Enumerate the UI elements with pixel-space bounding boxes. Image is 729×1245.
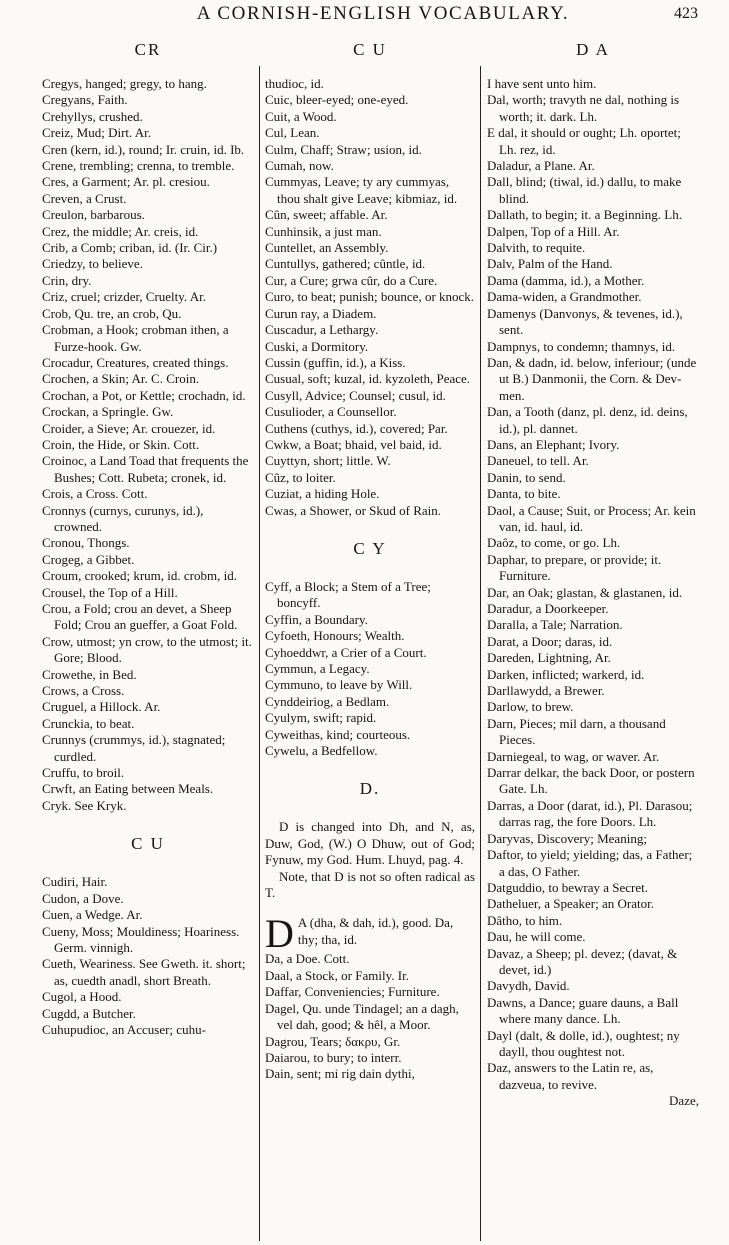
- vocabulary-entry: Cûn, sweet; affable. Ar.: [265, 207, 388, 223]
- vocabulary-entry: Crwft, an Eating between Meals.: [42, 781, 214, 797]
- vocabulary-entry: Crene, trembling; crenna, to tremble.: [42, 158, 235, 174]
- vocabulary-entry: Cuyttyn, short; little. W.: [265, 453, 391, 469]
- vocabulary-entry: Dama (damma, id.), a Mother.: [487, 272, 645, 288]
- vocabulary-entry: Dalv, Palm of the Hand.: [487, 256, 613, 272]
- vocabulary-entry: Damenys (Danvonys, & tevenes, id.), sent.: [487, 305, 683, 338]
- vocabulary-entry: Darn, Pieces; mil darn, a thousand Pieces.: [487, 715, 666, 748]
- vocabulary-entry: Cryk. See Kryk.: [42, 797, 127, 813]
- vocabulary-entry: Daol, a Cause; Suit, or Process; Ar. kein van, id. haul, id.: [487, 502, 696, 534]
- vocabulary-entry: Crib, a Comb; criban, id. (Ir. Cir.): [42, 240, 218, 256]
- vocabulary-entry: Daralla, a Tale; Narration.: [487, 617, 623, 633]
- vocabulary-entry: Darras, a Door (darat, id.), Pl. Darasou; darras rag, the fore Doors. Lh.: [487, 797, 693, 830]
- vocabulary-entry: Cusulioder, a Counsellor.: [265, 404, 397, 420]
- vocabulary-entry: Crin, dry.: [42, 272, 92, 288]
- vocabulary-entry: Cymmuno, to leave by Will.: [265, 677, 413, 693]
- column-rule-2: [480, 66, 481, 1241]
- vocabulary-entry: Darrar delkar, the back Door, or postern Gate. Lh.: [487, 765, 695, 797]
- vocabulary-entry: Dawns, a Dance; guare dauns, a Ball where many dance. Lh.: [487, 994, 679, 1027]
- column-2: [265, 40, 475, 1240]
- dropcap-entry: [265, 911, 475, 957]
- vocabulary-entry: Daôz, to come, or go. Lh.: [487, 535, 621, 551]
- vocabulary-entry: Cugdd, a Butcher.: [42, 1005, 136, 1021]
- vocabulary-entry: Creven, a Crust.: [42, 190, 127, 206]
- vocabulary-entry: Dan, a Tooth (danz, pl. denz, id. deins, id.), pl. dannet.: [487, 404, 688, 436]
- vocabulary-entry: Cudiri, Hair.: [42, 874, 108, 890]
- vocabulary-entry: Davaz, a Sheep; pl. devez; (davat, & devet, id.): [487, 945, 678, 977]
- vocabulary-entry: Dall, blind; (tiwal, id.) dallu, to make blind.: [487, 174, 682, 206]
- vocabulary-entry: Cwkw, a Boat; bhaid, vel baid, id.: [265, 436, 442, 452]
- column-1: [42, 40, 254, 1240]
- column-2-entries-3: [265, 951, 475, 1082]
- vocabulary-entry: Daphar, to prepare, or provide; it. Furniture.: [487, 551, 662, 584]
- vocabulary-entry: Cuic, bleer-eyed; one-eyed.: [265, 92, 409, 108]
- column-1-section-head: C U: [131, 834, 165, 854]
- vocabulary-entry: Cymmun, a Legacy.: [265, 661, 370, 676]
- vocabulary-entry: Dain, sent; mi rig dain dythi,: [265, 1066, 415, 1082]
- vocabulary-entry: Cuziat, a hiding Hole.: [265, 486, 380, 502]
- column-3: [487, 40, 699, 1240]
- letter-note-1: D is changed into Dh, and N, as, Duw, God, (W.) O Dhuw, out of God; Fynuw, my God. Hum. Lhuyd, pag. 4.: [265, 819, 475, 868]
- vocabulary-entry: Daftor, to yield; yielding; das, a Father; a das, O Father.: [487, 847, 693, 879]
- vocabulary-entry: Crows, a Cross.: [42, 683, 125, 699]
- column-3-head: D A: [576, 40, 610, 59]
- vocabulary-entry: Creulon, barbarous.: [42, 207, 145, 223]
- vocabulary-entry: Darlow, to brew.: [487, 699, 574, 715]
- vocabulary-entry: thudioc, id.: [265, 76, 324, 91]
- vocabulary-entry: Creiz, Mud; Dirt. Ar.: [42, 125, 152, 141]
- vocabulary-entry: Cyfoeth, Honours; Wealth.: [265, 628, 405, 644]
- column-2-head: C U: [353, 40, 387, 59]
- vocabulary-entry: Dau, he will come.: [487, 929, 586, 945]
- column-3-entries: [487, 76, 699, 1093]
- vocabulary-entry: Culm, Chaff; Straw; usion, id.: [265, 141, 422, 157]
- vocabulary-entry: Cuntellet, an Assembly.: [265, 240, 389, 256]
- column-2-letter-head: D.: [359, 779, 381, 799]
- vocabulary-entry: Crunnys (crummys, id.), stagnated; curdled.: [42, 732, 226, 764]
- column-2-entries-2: [265, 579, 475, 759]
- vocabulary-entry: Danta, to bite.: [487, 486, 561, 502]
- vocabulary-entry: Dans, an Elephant; Ivory.: [487, 436, 620, 452]
- section-gap: [265, 519, 475, 533]
- vocabulary-entry: Dama-widen, a Grandmother.: [487, 289, 642, 305]
- vocabulary-entry: Cuski, a Dormitory.: [265, 338, 369, 354]
- vocabulary-entry: Crockan, a Springle. Gw.: [42, 404, 174, 420]
- vocabulary-entry: I have sent unto him.: [487, 76, 597, 91]
- vocabulary-entry: Criz, cruel; crizder, Cruelty. Ar.: [42, 289, 206, 305]
- vocabulary-entry: Dar, an Oak; glastan, & glastanen, id.: [487, 584, 683, 600]
- vocabulary-entry: Dan, & dadn, id. below, inferiour; (unde ut B.) Danmonii, the Corn. & Dev-men.: [487, 354, 697, 403]
- vocabulary-entry: Cres, a Garment; Ar. pl. cresiou.: [42, 174, 210, 190]
- vocabulary-entry: Darniegeal, to wag, or waver. Ar.: [487, 748, 660, 764]
- vocabulary-entry: Cuscadur, a Lethargy.: [265, 322, 379, 338]
- vocabulary-entry: Crobman, a Hook; crobman ithen, a Furze-hook. Gw.: [42, 322, 229, 354]
- vocabulary-entry: Darat, a Door; daras, id.: [487, 633, 613, 649]
- vocabulary-entry: Crez, the middle; Ar. creis, id.: [42, 223, 199, 239]
- vocabulary-entry: Cûz, to loiter.: [265, 469, 336, 485]
- vocabulary-entry: Croider, a Sieve; Ar. crouezer, id.: [42, 420, 216, 436]
- vocabulary-entry: Daiarou, to bury; to interr.: [265, 1049, 402, 1065]
- vocabulary-entry: Daal, a Stock, or Family. Ir.: [265, 967, 409, 983]
- vocabulary-entry: Crois, a Cross. Cott.: [42, 486, 148, 502]
- vocabulary-entry: Daz, answers to the Latin re, as, dazveua, to revive.: [487, 1060, 654, 1092]
- section-gap: [265, 565, 475, 579]
- vocabulary-entry: Cusyll, Advice; Counsel; cusul, id.: [265, 387, 446, 403]
- vocabulary-entry: E dal, it should or ought; Lh. oportet; Lh. rez, id.: [487, 125, 681, 157]
- vocabulary-entry: Cronnys (curnys, curunys, id.), crowned.: [42, 502, 204, 534]
- vocabulary-entry: Cussin (guffin, id.), a Kiss.: [265, 354, 406, 370]
- vocabulary-entry: Cueth, Weariness. See Gweth. it. short; as, cuedth anadl, short Breath.: [42, 956, 246, 988]
- vocabulary-entry: Cruguel, a Hillock. Ar.: [42, 699, 161, 715]
- vocabulary-entry: Danin, to send.: [487, 469, 566, 485]
- section-gap: [265, 759, 475, 773]
- column-1-head: CR: [134, 40, 162, 59]
- vocabulary-entry: Dayl (dalt, & dolle, id.), oughtest; ny dayll, thou oughtest not.: [487, 1027, 680, 1059]
- vocabulary-entry: Davydh, David.: [487, 978, 570, 994]
- vocabulary-entry: Crow, utmost; yn crow, to the utmost; it. Gore; Blood.: [42, 633, 252, 666]
- vocabulary-entry: Cyweithas, kind; courteous.: [265, 726, 411, 742]
- vocabulary-entry: Da, a Doe. Cott.: [265, 951, 350, 967]
- vocabulary-entry: Curun ray, a Diadem.: [265, 305, 377, 321]
- vocabulary-entry: Daladur, a Plane. Ar.: [487, 158, 595, 174]
- vocabulary-entry: Cynddeiriog, a Bedlam.: [265, 693, 390, 709]
- vocabulary-entry: Cuit, a Wood.: [265, 108, 337, 124]
- vocabulary-entry: Cugol, a Hood.: [42, 989, 122, 1005]
- vocabulary-entry: Cyffin, a Boundary.: [265, 611, 368, 627]
- vocabulary-entry: Dalvith, to requite.: [487, 240, 586, 256]
- vocabulary-entry: Cuntullys, gathered; cûntle, id.: [265, 256, 426, 272]
- vocabulary-entry: Cummyas, Leave; ty ary cummyas, thou shalt give Leave; kibmiaz, id.: [265, 174, 458, 206]
- vocabulary-entry: Croum, crooked; krum, id. crobm, id.: [42, 568, 237, 584]
- vocabulary-entry: Crocadur, Creatures, created things.: [42, 354, 229, 370]
- column-1-entries: [42, 76, 254, 814]
- section-gap: [42, 860, 254, 874]
- vocabulary-entry: Daradur, a Doorkeeper.: [487, 601, 609, 616]
- vocabulary-entry: Cunhinsik, a just man.: [265, 223, 382, 239]
- column-rule-1: [259, 66, 260, 1241]
- dropcap-letter: D: [265, 911, 294, 957]
- page-title: A CORNISH-ENGLISH VOCABULARY.: [196, 3, 570, 24]
- vocabulary-entry: Cumah, now.: [265, 158, 334, 174]
- vocabulary-entry: Crob, Qu. tre, an crob, Qu.: [42, 305, 182, 321]
- vocabulary-entry: Cregys, hanged; gregy, to hang.: [42, 76, 207, 91]
- vocabulary-entry: Dallath, to begin; it. a Beginning. Lh.: [487, 207, 682, 223]
- vocabulary-entry: Cudon, a Dove.: [42, 890, 124, 906]
- section-gap: [42, 814, 254, 828]
- vocabulary-entry: Dal, worth; travyth ne dal, nothing is worth; it. dark. Lh.: [487, 92, 680, 124]
- vocabulary-entry: Cuthens (cuthys, id.), covered; Par.: [265, 420, 448, 436]
- vocabulary-entry: Crehyllys, crushed.: [42, 108, 143, 124]
- vocabulary-entry: Crochen, a Skin; Ar. C. Croin.: [42, 371, 200, 387]
- vocabulary-entry: Cuen, a Wedge. Ar.: [42, 907, 143, 923]
- vocabulary-entry: Darken, inflicted; warkerd, id.: [487, 666, 645, 682]
- vocabulary-entry: Criedzy, to believe.: [42, 256, 143, 272]
- vocabulary-entry: Dagrou, Tears; δακρυ, Gr.: [265, 1033, 401, 1049]
- section-gap: [265, 901, 475, 915]
- vocabulary-entry: Crou, a Fold; crou an devet, a Sheep Fold; Crou an gueffer, a Goat Fold.: [42, 601, 238, 633]
- vocabulary-entry: Cyhoeddwr, a Crier of a Court.: [265, 644, 427, 660]
- vocabulary-entry: Crunckia, to beat.: [42, 715, 135, 731]
- vocabulary-entry: Cronou, Thongs.: [42, 535, 130, 551]
- catchword: Daze,: [669, 1093, 699, 1109]
- vocabulary-entry: Datheluer, a Speaker; an Orator.: [487, 896, 654, 912]
- vocabulary-entry: Datguddio, to bewray a Secret.: [487, 879, 649, 895]
- vocabulary-entry: Daryvas, Discovery; Meaning;: [487, 830, 647, 846]
- vocabulary-entry: Croinoc, a Land Toad that frequents the Bushes; Cott. Rubeta; cronek, id.: [42, 453, 249, 485]
- vocabulary-entry: Daffar, Conveniencies; Furniture.: [265, 984, 440, 1000]
- vocabulary-entry: Cren (kern, id.), round; Ir. cruin, id. Ib.: [42, 141, 245, 157]
- vocabulary-entry: Cwas, a Shower, or Skud of Rain.: [265, 502, 442, 518]
- vocabulary-entry: Dalpen, Top of a Hill. Ar.: [487, 223, 620, 239]
- column-2-entries: [265, 76, 475, 519]
- vocabulary-entry: Cuhupudioc, an Accuser; cuhu-: [42, 1021, 206, 1037]
- vocabulary-entry: Crochan, a Pot, or Kettle; crochadn, id.: [42, 387, 246, 403]
- vocabulary-entry: Dareden, Lightning, Ar.: [487, 650, 611, 666]
- vocabulary-entry: Croin, the Hide, or Skin. Cott.: [42, 436, 200, 452]
- vocabulary-entry: Curo, to beat; punish; bounce, or knock.: [265, 289, 475, 305]
- vocabulary-entry: Dâtho, to him.: [487, 912, 563, 928]
- vocabulary-entry: Cyulym, swift; rapid.: [265, 710, 377, 726]
- dropcap-entry-text: A (dha, & dah, id.), good. Da, thy; tha, id.: [297, 915, 454, 947]
- vocabulary-entry: Crogeg, a Gibbet.: [42, 551, 135, 567]
- vocabulary-entry: Cueny, Moss; Mouldiness; Hoariness. Germ. vinnigh.: [42, 923, 240, 955]
- vocabulary-entry: Cul, Lean.: [265, 125, 320, 141]
- vocabulary-entry: Crowethe, in Bed.: [42, 666, 137, 682]
- vocabulary-entry: Cruffu, to broil.: [42, 765, 125, 781]
- page-number: 423: [674, 5, 698, 22]
- vocabulary-entry: Dagel, Qu. unde Tindagel; an a dagh, vel dah, good; & hêl, a Moor.: [265, 1000, 459, 1033]
- letter-note-2: Note, that D is not so often radical as T.: [265, 868, 475, 901]
- vocabulary-entry: Cregyans, Faith.: [42, 92, 128, 108]
- vocabulary-entry: Crousel, the Top of a Hill.: [42, 584, 178, 600]
- vocabulary-entry: Daneuel, to tell. Ar.: [487, 453, 589, 469]
- vocabulary-entry: Cywelu, a Bedfellow.: [265, 743, 378, 759]
- vocabulary-entry: Dampnys, to condemn; thamnys, id.: [487, 338, 676, 354]
- section-gap: [265, 805, 475, 819]
- vocabulary-entry: Cyff, a Block; a Stem of a Tree; boncyff.: [265, 578, 431, 611]
- column-1-entries-2: [42, 874, 254, 1038]
- vocabulary-entry: Cusual, soft; kuzal, id. kyzoleth, Peace.: [265, 371, 471, 387]
- column-2-section-head: C Y: [353, 538, 387, 558]
- vocabulary-entry: Darllawydd, a Brewer.: [487, 683, 605, 699]
- vocabulary-entry: Cur, a Cure; grwa cûr, do a Cure.: [265, 272, 438, 288]
